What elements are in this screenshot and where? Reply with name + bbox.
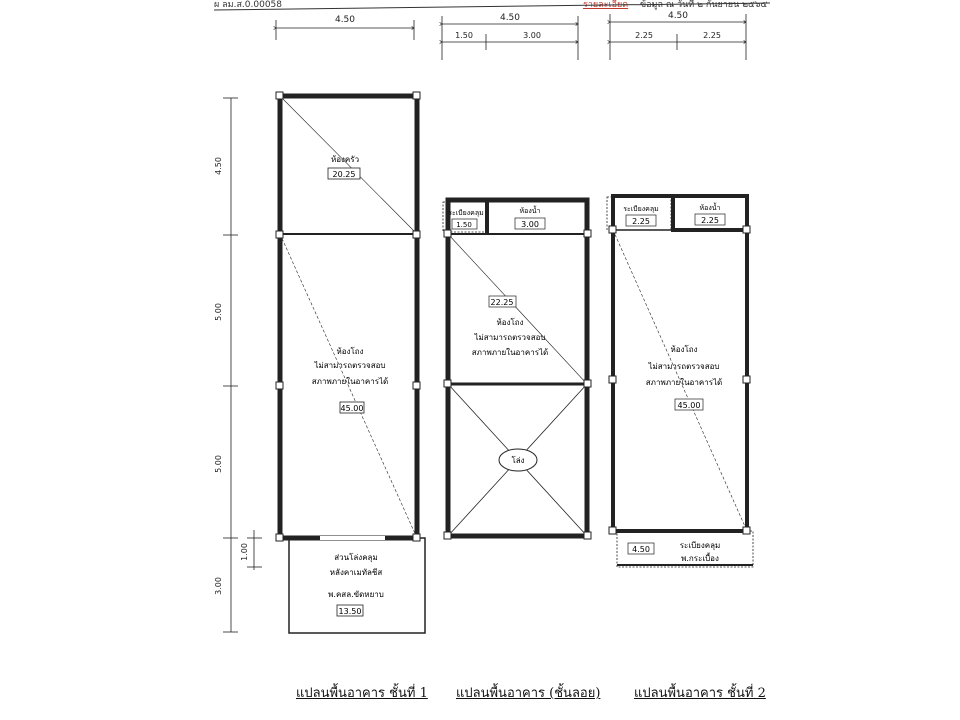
plan-1-main-label-2: ไม่สามารถตรวจสอบ (314, 361, 386, 370)
plan-1-main-area: 45.00 (340, 404, 364, 413)
plan-2-bath-label: ห้องน้ำ (699, 204, 721, 212)
plan-2-rear-area: 4.50 (632, 545, 650, 554)
plan-mez-main-label-2: ไม่สามารถตรวจสอบ (474, 333, 546, 342)
plan-mez-main-area: 22.25 (490, 298, 514, 307)
plan-2-rear-label-1: ระเบียงคลุม (679, 541, 721, 550)
plan-mez-sub-dim-2: 3.00 (523, 31, 541, 40)
plan-2-sub-dim-2: 2.25 (703, 31, 721, 40)
plan-mez-sub-dim-1: 1.50 (455, 31, 473, 40)
plan-mez-main-label-1: ห้องโถง (496, 318, 524, 327)
plan-mez-caption: แปลนพื้นอาคาร (ชั้นลอย) (456, 686, 601, 701)
plan-1-dim-ext: 3.00 (214, 577, 223, 595)
plan-1-main-label-3: สภาพภายในอาคารได้ (311, 377, 389, 386)
plan-1-caption: แปลนพื้นอาคาร ชั้นที่ 1 (296, 686, 428, 701)
header-right-text: ข้อมูล ณ วันที่ ๒ กันยายน ๒๕๖๕ (640, 0, 768, 10)
plan-1-main-label-1: ห้องโถง (336, 347, 364, 356)
plan-2-balcony-area: 2.25 (632, 217, 650, 226)
plan-2-bath-area: 2.25 (701, 216, 719, 225)
plan-mez-bath-label: ห้องน้ำ (519, 207, 541, 215)
plan-mez-bath-area: 3.00 (521, 220, 539, 229)
plan-1-dim-step: 1.00 (240, 543, 249, 561)
plan-1-ext-label-1: ส่วนโล่งคลุม (334, 553, 378, 562)
plan-mez-top-dim: 4.50 (499, 13, 521, 23)
plan-mez-walls (443, 200, 587, 536)
plan-mez-balcony-area: 1.50 (456, 221, 472, 229)
plan-mez-balcony-label: ระเบียงคลุม (448, 209, 484, 217)
plan-1-top-dim: 4.50 (334, 15, 356, 25)
plan-2-rear-label-2: พ.กระเบื้อง (681, 554, 719, 563)
plan-2-main-label-1: ห้องโถง (670, 345, 698, 354)
plan-1-dim-kitchen: 4.50 (214, 157, 223, 175)
plan-1-dim-main-a: 5.00 (214, 303, 223, 321)
plan-2-top-dim: 4.50 (667, 11, 689, 21)
plan-2-caption: แปลนพื้นอาคาร ชั้นที่ 2 (634, 686, 766, 701)
plan-1-ext-label-2: หลังคาเมทัลชีส (329, 568, 383, 577)
plan-2-main-area: 45.00 (677, 401, 701, 410)
plan-mez-void-label: โล่ง (511, 456, 525, 465)
plan-2-balcony-label: ระเบียงคลุม (623, 205, 659, 213)
plan-1-kitchen-label: ห้องครัว (330, 155, 360, 164)
plan-mez-main-label-3: สภาพภายในอาคารได้ (471, 348, 549, 357)
header-left-text: ผ ลม.ส.0.00058 (214, 0, 283, 10)
plan-2-main-label-2: ไม่สามารถตรวจสอบ (648, 362, 720, 371)
plan-1-ext-area: 13.50 (338, 607, 362, 616)
plan-1-dim-main-b: 5.00 (214, 455, 223, 473)
plan-1-ext-label-3: พ.คสล.ขัดหยาบ (328, 590, 384, 599)
plan-1-kitchen-area: 20.25 (332, 170, 356, 179)
plan-2-main-label-3: สภาพภายในอาคารได้ (645, 378, 723, 387)
plan-2-sub-dim-1: 2.25 (635, 31, 653, 40)
